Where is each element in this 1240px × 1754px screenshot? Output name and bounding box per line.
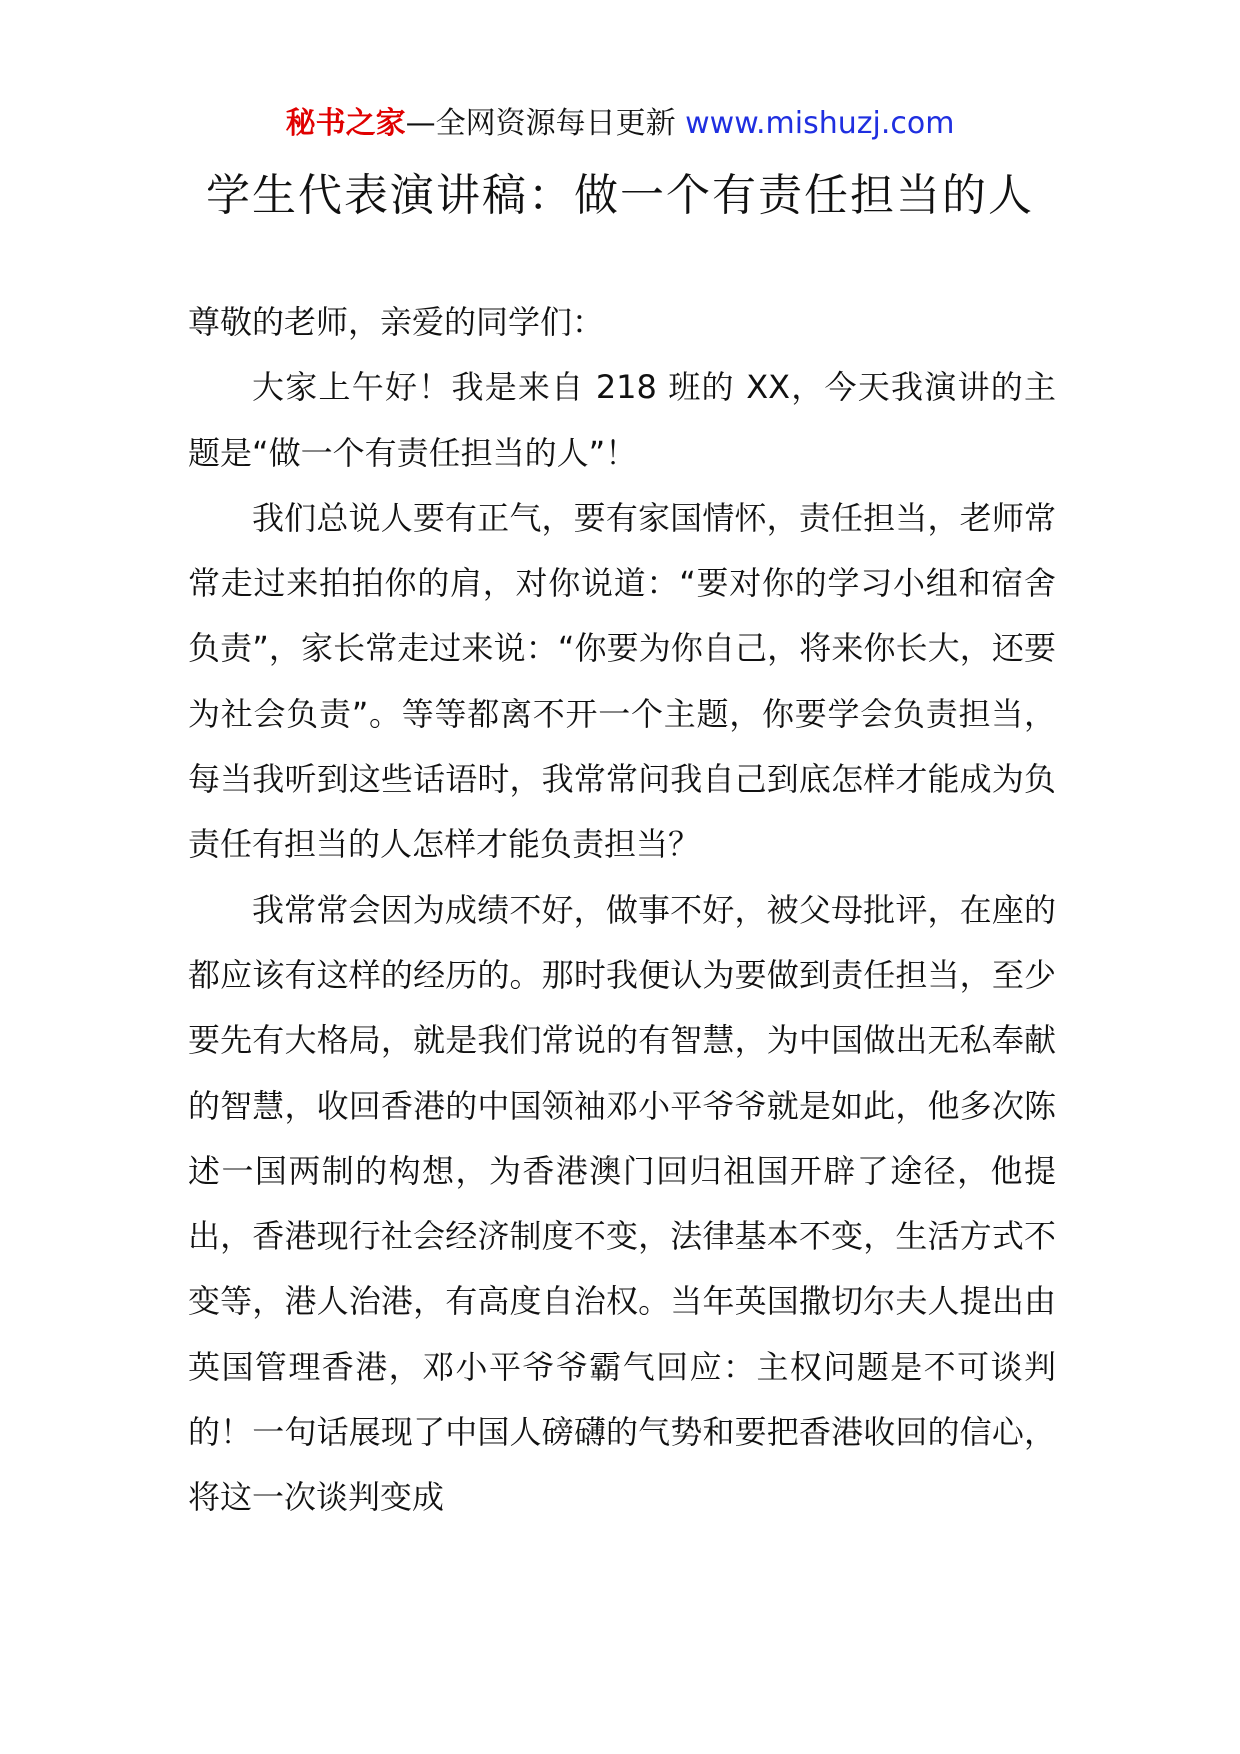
site-url-link[interactable]: www.mishuzj.com [685, 106, 955, 141]
document-body [188, 290, 1056, 1531]
site-tagline: —全网资源每日更新 [405, 106, 686, 141]
body-paragraph-1: 大家上午好！我是来自 218 班的 XX，今天我演讲的主题是“做一个有责任担当的人”！ [188, 368, 1056, 472]
site-header [0, 100, 1240, 148]
body-paragraph-3: 我常常会因为成绩不好，做事不好，被父母批评，在座的都应该有这样的经历的。那时我便认为要做到责任担当，至少要先有大格局，就是我们常说的有智慧，为中国做出无私奉献的智慧，收回香港的中国领袖邓小平爷爷就是如此，他多次陈述一国两制的构想，为香港澳门回归祖国开辟了途径，他提出，香港现行社会经济制度不变，法律基本不变，生活方式不变等，港人治港，有高度自治权。当年英国撒切尔夫人提出由英国管理香港，邓小平爷爷霸气回应：主权问题是不可谈判的！一句话展现了中国人磅礴的气势和要把香港收回的信心，将这一次谈判变成 [188, 890, 1056, 1517]
salutation: 尊敬的老师，亲爱的同学们： [188, 303, 605, 341]
body-paragraph-2: 我们总说人要有正气，要有家国情怀，责任担当，老师常常走过来拍拍你的肩，对你说道：“要对你的学习小组和宿舍负责”，家长常走过来说：“你要为你自己，将来你长大，还要为社会负责”。等等都离不开一个主题，你要学会负责担当，每当我听到这些话语时，我常常问我自己到底怎样才能成为负责任有担当的人怎样才能负责担当？ [188, 498, 1056, 864]
site-brand: 秘书之家 [285, 106, 406, 141]
document-title: 学生代表演讲稿：做一个有责任担当的人 [206, 170, 1034, 221]
